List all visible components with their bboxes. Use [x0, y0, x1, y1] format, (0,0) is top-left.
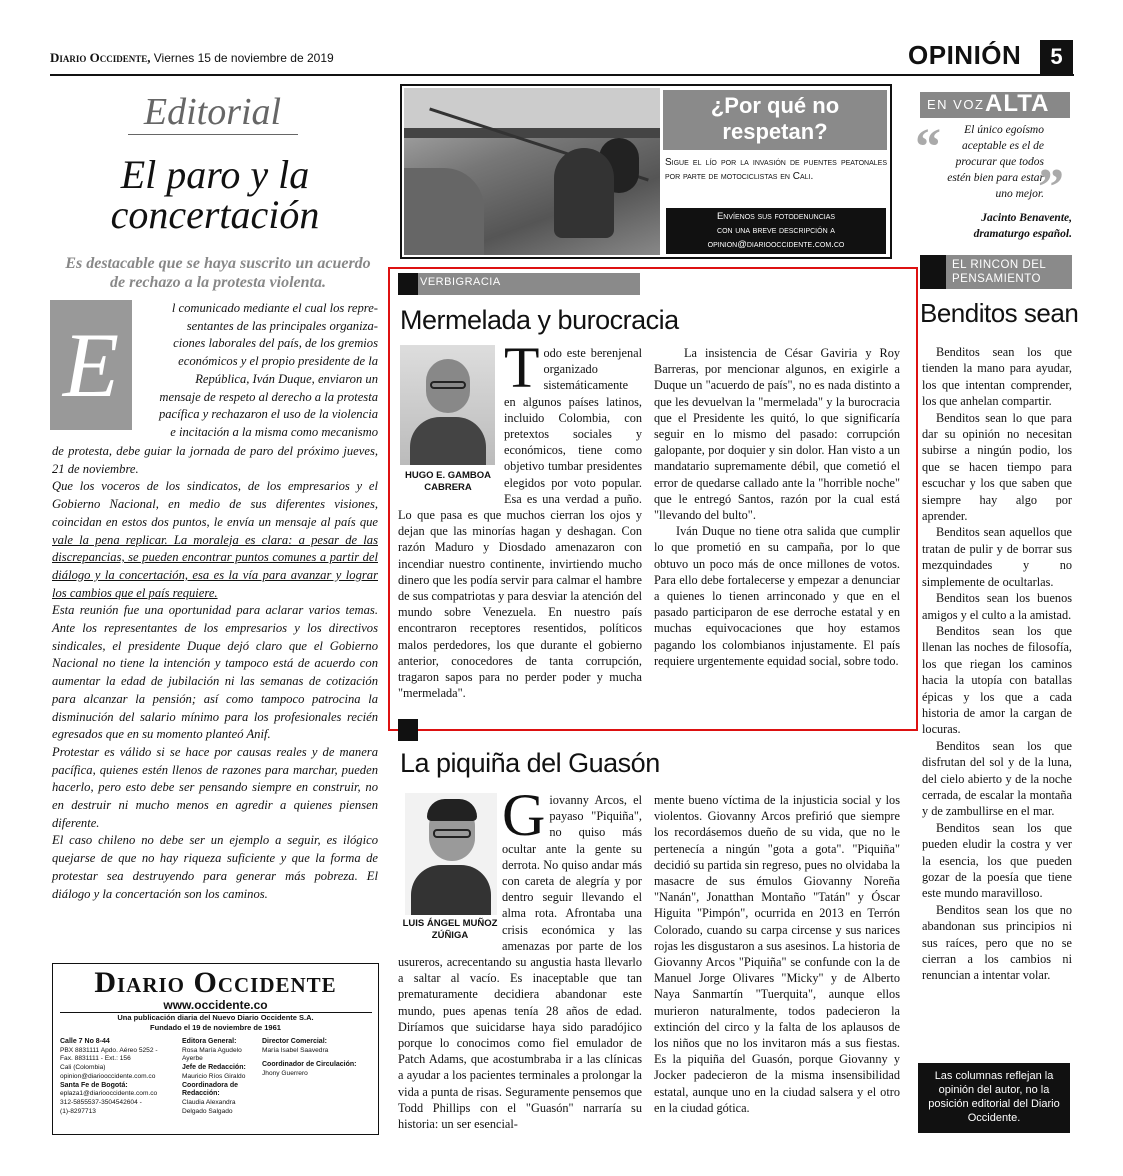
masthead-heading: Jefe de Redacción: [182, 1064, 246, 1072]
article1-column1 [398, 335, 642, 701]
masthead-line: eplaza1@diariooccidente.com.co [60, 1090, 158, 1098]
photo-feature-text: Sigue el lío por la invasión de puentes peatonales por parte de motociclistas en Cali. [665, 157, 887, 182]
masthead-heading: Santa Fe de Bogotá: [60, 1081, 128, 1089]
article1-paragraph: La insistencia de César Gaviria y Roy Barreras, por mencionar algunos, en exigirle a Duque un "acuerdo de país", no es nada distinto a que les devuelvan la "mermelada" y la burocracia que el Presidente les quitó, lo que significaría seguir en lo mismo del pasado: corrupción galopante, por doquier y sin dolor. Han visto a un mandatario supremamente débil, que cometió el error de quedarse callado ante la "horrible noche" que le entregó Santos, razón por la cual está "llevando del bulto". [654, 346, 900, 523]
editorial-title: El paro y la concertación [110, 152, 320, 237]
editorial-paragraph: El caso chileno no debe ser un ejemplo a seguir, es ilógico quejarse de que no hay riqueza suficiente y que la forma de protestar sea destruyendo para generar más pobreza. El diálogo y la concertación son los caminos. [52, 833, 378, 901]
cta-line: Envíenos sus fotodenuncias [716, 211, 836, 222]
rincon-body [922, 344, 1072, 984]
article1-text: pasa es que muchos cierran los ojos y dejan que las minorías hagan y deshagan. Con razón Maduro y Diosdado amenazaron con incendiar nuestro continente, invirtiendo mucho dinero que les podía servir para calmar el hambre de sus compatriotas y para desviar la atención del mundo sobre Venezuela. En nuestro país encontraron receptores resentidos, políticos malos perdedores, los que durante el gobierno anterior, conocedores de tanta corrupción, tragaron sapos para no perder poder y mucha "mermelada". [398, 508, 642, 701]
masthead-commercial [262, 1038, 374, 1079]
rincon-block [920, 255, 946, 289]
masthead-line: (1)-8297713 [60, 1107, 96, 1115]
masthead-line: Cali (Colombia) [60, 1064, 106, 1072]
rincon-title: Benditos sean [920, 298, 1079, 328]
article1-title: Mermelada y burocracia [400, 305, 679, 335]
article1-paragraph: Iván Duque no tiene otra salida que cumplir lo que prometió en su campaña, por lo que obtuvo un poco más de once millones de votos. Para ello debe fortalecerse y empezar a denunciar a quienes lo tienen arrinconado y que en el pasado participaron de ese derroche estatal y en muchas equivocaciones que hoy estamos pagando los colombianos injustamente. El país requiere urgentemente equidad social, sobre todo. [654, 524, 900, 668]
issue-date: Viernes 15 de noviembre de 2019 [153, 51, 334, 65]
editorial-line: l comunicado mediante el cual los repre- [171, 301, 378, 315]
open-quote-icon: “ [915, 119, 941, 176]
masthead-editors [182, 1038, 254, 1116]
masthead-heading: Coordinadora de Redacción: [182, 1081, 239, 1098]
editorial-paragraph: de protesta, debe guiar la jornada de paro del próximo jueves, 21 de noviembre. [52, 444, 378, 476]
article2-column1 [398, 782, 642, 1132]
editorial-kicker: Editorial [143, 91, 282, 133]
cta-email[interactable]: opinion@diariooccidente.com.co [707, 239, 845, 250]
article2-drop-cap: G [502, 782, 546, 848]
masthead-line: Mauricio Ríos Giraldo [182, 1072, 246, 1080]
author-caption: HUGO E. GAMBOA CABRERA [404, 470, 492, 493]
masthead-heading: Coordinador de Circulación: [262, 1061, 357, 1069]
rincon-paragraph: Benditos sean los que llenan las noches de filosofía, los que riegan los caminos hacia la utopía con batallas épicas y los que a cada historia de amor la cargan de locuras. [922, 623, 1072, 737]
editorial-body [52, 443, 378, 903]
article1-column2 [654, 345, 900, 669]
rincon-label: EL RINCON DEL PENSAMIENTO [952, 259, 1046, 285]
section-title: OPINIÓN [908, 40, 1022, 70]
editorial-text-underlined: vale la pena replicar. La moraleja es clara: a pesar de las discrepancias, se pueden encontrar puntos comunes a partir del diálogo y la concertación, esa es la vía para avanzar y lograr los cambios que el país requiere. [52, 532, 378, 600]
masthead-line: Rosa María Agudelo Ayerbe [182, 1046, 242, 1063]
article1-kicker: VERBIGRACIA [420, 276, 501, 288]
editorial-paragraph: Protestar es válido si se hace por causas reales y de manera pacífica, quienes estén llenos de razones para marchar, pueden hacerlo, pero esto debe ser pensando siempre en construir, no en destruir ni mucho menos en agredir a quienes piensen diferente. [52, 744, 378, 830]
newspaper-name [50, 50, 334, 66]
rincon-paragraph: Benditos sean los que tienden la mano para ayudar, los que intentan comprender, los que anhelan compartir. [922, 345, 1072, 409]
masthead-line: opinion@diariooccidente.com.co [60, 1072, 156, 1080]
quote-author: Jacinto Benavente, dramaturgo español. [973, 212, 1072, 240]
masthead-heading: Calle 7 No 8-44 [60, 1038, 110, 1045]
rincon-paragraph: Benditos sean los buenos amigos y el culto a la amistad. [922, 591, 1072, 622]
article2-text: acrecentando su angustia hasta llevarlo a saltar al vacío. Es inaceptable que tan prematuramente decidiera abandonar este mundo, pues apenas tenía 28 años de edad. Diríamos que suicidarse haya sido paradójico porque lo conocimos como fiel emulador de Patch Adams, que acostumbraba ir a las clínicas a ayudar a los pacientes terminales a prolongar la vida a punta de risas. Seguramente pensemos que Todd Phillips con el "Guasón" narraría su historia: un ser esencial- [398, 955, 642, 1132]
header-rule [50, 74, 1074, 76]
rincon-paragraph: Benditos sean aquellos que tratan de pulir y de borrar sus mezquindades y no simplemente de ocultarlas. [922, 525, 1072, 589]
masthead-sub-line: Fundado el 19 de noviembre de 1961 [150, 1022, 281, 1032]
masthead-line: PBX 8831111 Apdo. Aéreo 5252 - [60, 1046, 158, 1054]
rincon-paragraph: Benditos sean los que no abandonan sus principios ni sus raíces, pero que no se cierran a los cambios ni renuncian a intentar volar. [922, 902, 1072, 983]
article2-title: La piquiña del Guasón [400, 748, 660, 778]
editorial-kicker-rule [128, 134, 298, 135]
editorial-first-lines [145, 300, 378, 442]
editorial-lead: Es destacable que se haya suscrito un acuerdo de rechazo a la protesta violenta. [65, 255, 371, 291]
rincon-paragraph: Benditos sean lo que para dar su opinión no necesitan subirse a ningún podio, los que se hacen tiempo para escuchar y los que saben que siempre hay algo por aprender. [922, 410, 1072, 524]
editorial-line: pacífica y rechazaron el uso de la violencia [158, 407, 378, 422]
editorial-text: Que los voceros de los sindicatos, de los empresarios y el Gobierno Nacional, en medio de sus diferentes visiones, coincidan en estos dos puntos, le envía un mensaje al país que [52, 479, 378, 529]
photo-feature-title: ¿Por qué no respetan? [710, 93, 840, 144]
close-quote-icon: ” [1038, 159, 1064, 216]
editorial-paragraph [52, 478, 378, 602]
masthead-heading: Editora General: [182, 1038, 237, 1045]
article1-text: odo este berenjenal organizado sistemáticamente en algunos países latinos, incluido Colombia, con pretextos sociales y económicos, tiene como objetivo tumbar presidentes elegidos por voto popular. Esa es una verdad a puño. Lo que [398, 346, 642, 523]
masthead-title: Diario Occidente [94, 966, 337, 999]
article2-kicker-block [398, 719, 418, 741]
masthead-line: María Isabel Saavedra [262, 1046, 329, 1054]
masthead-line: Fax. 8831111 - Ext.: 156 [60, 1055, 131, 1063]
masthead-line: Jhony Guerrero [262, 1070, 308, 1078]
article1-drop-cap: T [504, 335, 540, 400]
masthead-line: 312-5855537-3504542604 - [60, 1098, 142, 1106]
masthead-url[interactable]: www.occidente.co [163, 998, 268, 1012]
editorial-paragraph: Esta reunión fue una oportunidad para aclarar varios temas. Ante los representantes de los empresarios y los directivos sindicales, el presidente Duque dejó claro que el Gobierno Nacional no tiene la intención y tampoco está de acuerdo con aumentar la edad de jubilación ni las semanas de cotización para alcanzar la pensión; así como tampoco patrocina la disminución del salario mínimo para los profesionales recién egresados que en su momento planteó Anif. [52, 603, 378, 742]
en-voz-alta-big: ALTA [985, 90, 1050, 117]
editorial-drop-cap: E [50, 300, 132, 430]
article2-text: iovanny Arcos, el payaso "Piquiña", no quiso más ocultar ante la gente su derrota. No quiso andar más con careta de alegría y por dentro seguir llevando el alma rota. Afrontaba una crisis económica y las amenazas por parte de los usureros, [398, 793, 642, 970]
paper-title: Diario Occidente, [50, 50, 151, 65]
author-caption: LUIS ÁNGEL MUÑOZ ZÚÑIGA [402, 918, 498, 941]
editorial-line: económicos y el propio presidente de la [178, 354, 378, 369]
photo-feature-cta [666, 208, 886, 254]
rincon-paragraph: Benditos sean los que pueden eludir la costra y ver la esencia, los que pueden gozar de la poesía que tiene este mundo maravilloso. [922, 820, 1072, 901]
cta-line: con una breve descripción a [717, 225, 835, 236]
article1-kicker-block [398, 273, 418, 295]
editorial-line: e incitación a la misma como mecanismo [170, 424, 378, 439]
page-number: 5 [1040, 40, 1073, 74]
opinion-disclaimer: Las columnas reflejan la opinión del autor, no la posición editorial del Diario Occidente. [918, 1063, 1070, 1133]
article2-paragraph: mente bueno víctima de la injusticia social y los violentos. Giovanny Arcos prefirió que siempre los recordásemos dueño de su vida, que no le pertenecía a ningún "gota a gota". "Piquiña" decidió su partida sin regreso, pues no olvidaba la masacre de sus émulos Giovanny Noreña "Nanán", Jonatthan Montaño "Tatán" y Óscar Higuita "Pimpón", ocurrida en 2013 en Terrón Colorado, cuando su carpa circense y sus narices rojas les disgustaron a sus asesinos. La historia de Giovanny Arcos "Piquiña" se confunde con la de Manuel Jorge Olivares "Micky" y de Alberto Naya Sanmartín "Tuerquita", aunque ellos murieron naturalmente, todos padecieron la extinción del circo y la falta de los aplausos de los niños que no los invitaron más a sus fiestas. Es la piquiña del Guasón, porque Giovanny y Jocker padecieron de la misma insensibilidad estatal, aunque uno en la ciudad salsera y el otro en la ciudad gótica. [654, 793, 900, 1115]
motorcycle-bridge-photo [404, 88, 660, 255]
article2-column2 [654, 792, 900, 1116]
editorial-line: República, Iván Duque, enviaron un [195, 371, 378, 386]
editorial-line: sentantes de las principales organiza- [186, 318, 378, 333]
rincon-paragraph: Benditos sean los que disfrutan del sol y de la luna, del cielo abierto y de la noche cerrada, de escalar la montaña y de zambullirse en el mar. [922, 738, 1072, 819]
editorial-line: ciones laborales del país, de los gremios [173, 336, 378, 351]
masthead-subtitle [52, 1013, 379, 1032]
masthead-contact [60, 1038, 172, 1116]
en-voz-alta-label: EN VOZ [927, 97, 985, 112]
editorial-line: mensaje de respeto al derecho a la protesta [159, 389, 378, 404]
quote-text: El único egoísmo aceptable es el de procurar que todos estén bien para estar uno mejor. [947, 124, 1044, 200]
masthead-line: Claudia Alexandra Delgado Salgado [182, 1098, 236, 1115]
masthead-heading: Director Comercial: [262, 1038, 327, 1045]
photo-spacer [398, 792, 502, 954]
photo-spacer [398, 345, 504, 503]
masthead-sub-line: Una publicación diaria del Nuevo Diario Occidente S.A. [117, 1013, 314, 1022]
